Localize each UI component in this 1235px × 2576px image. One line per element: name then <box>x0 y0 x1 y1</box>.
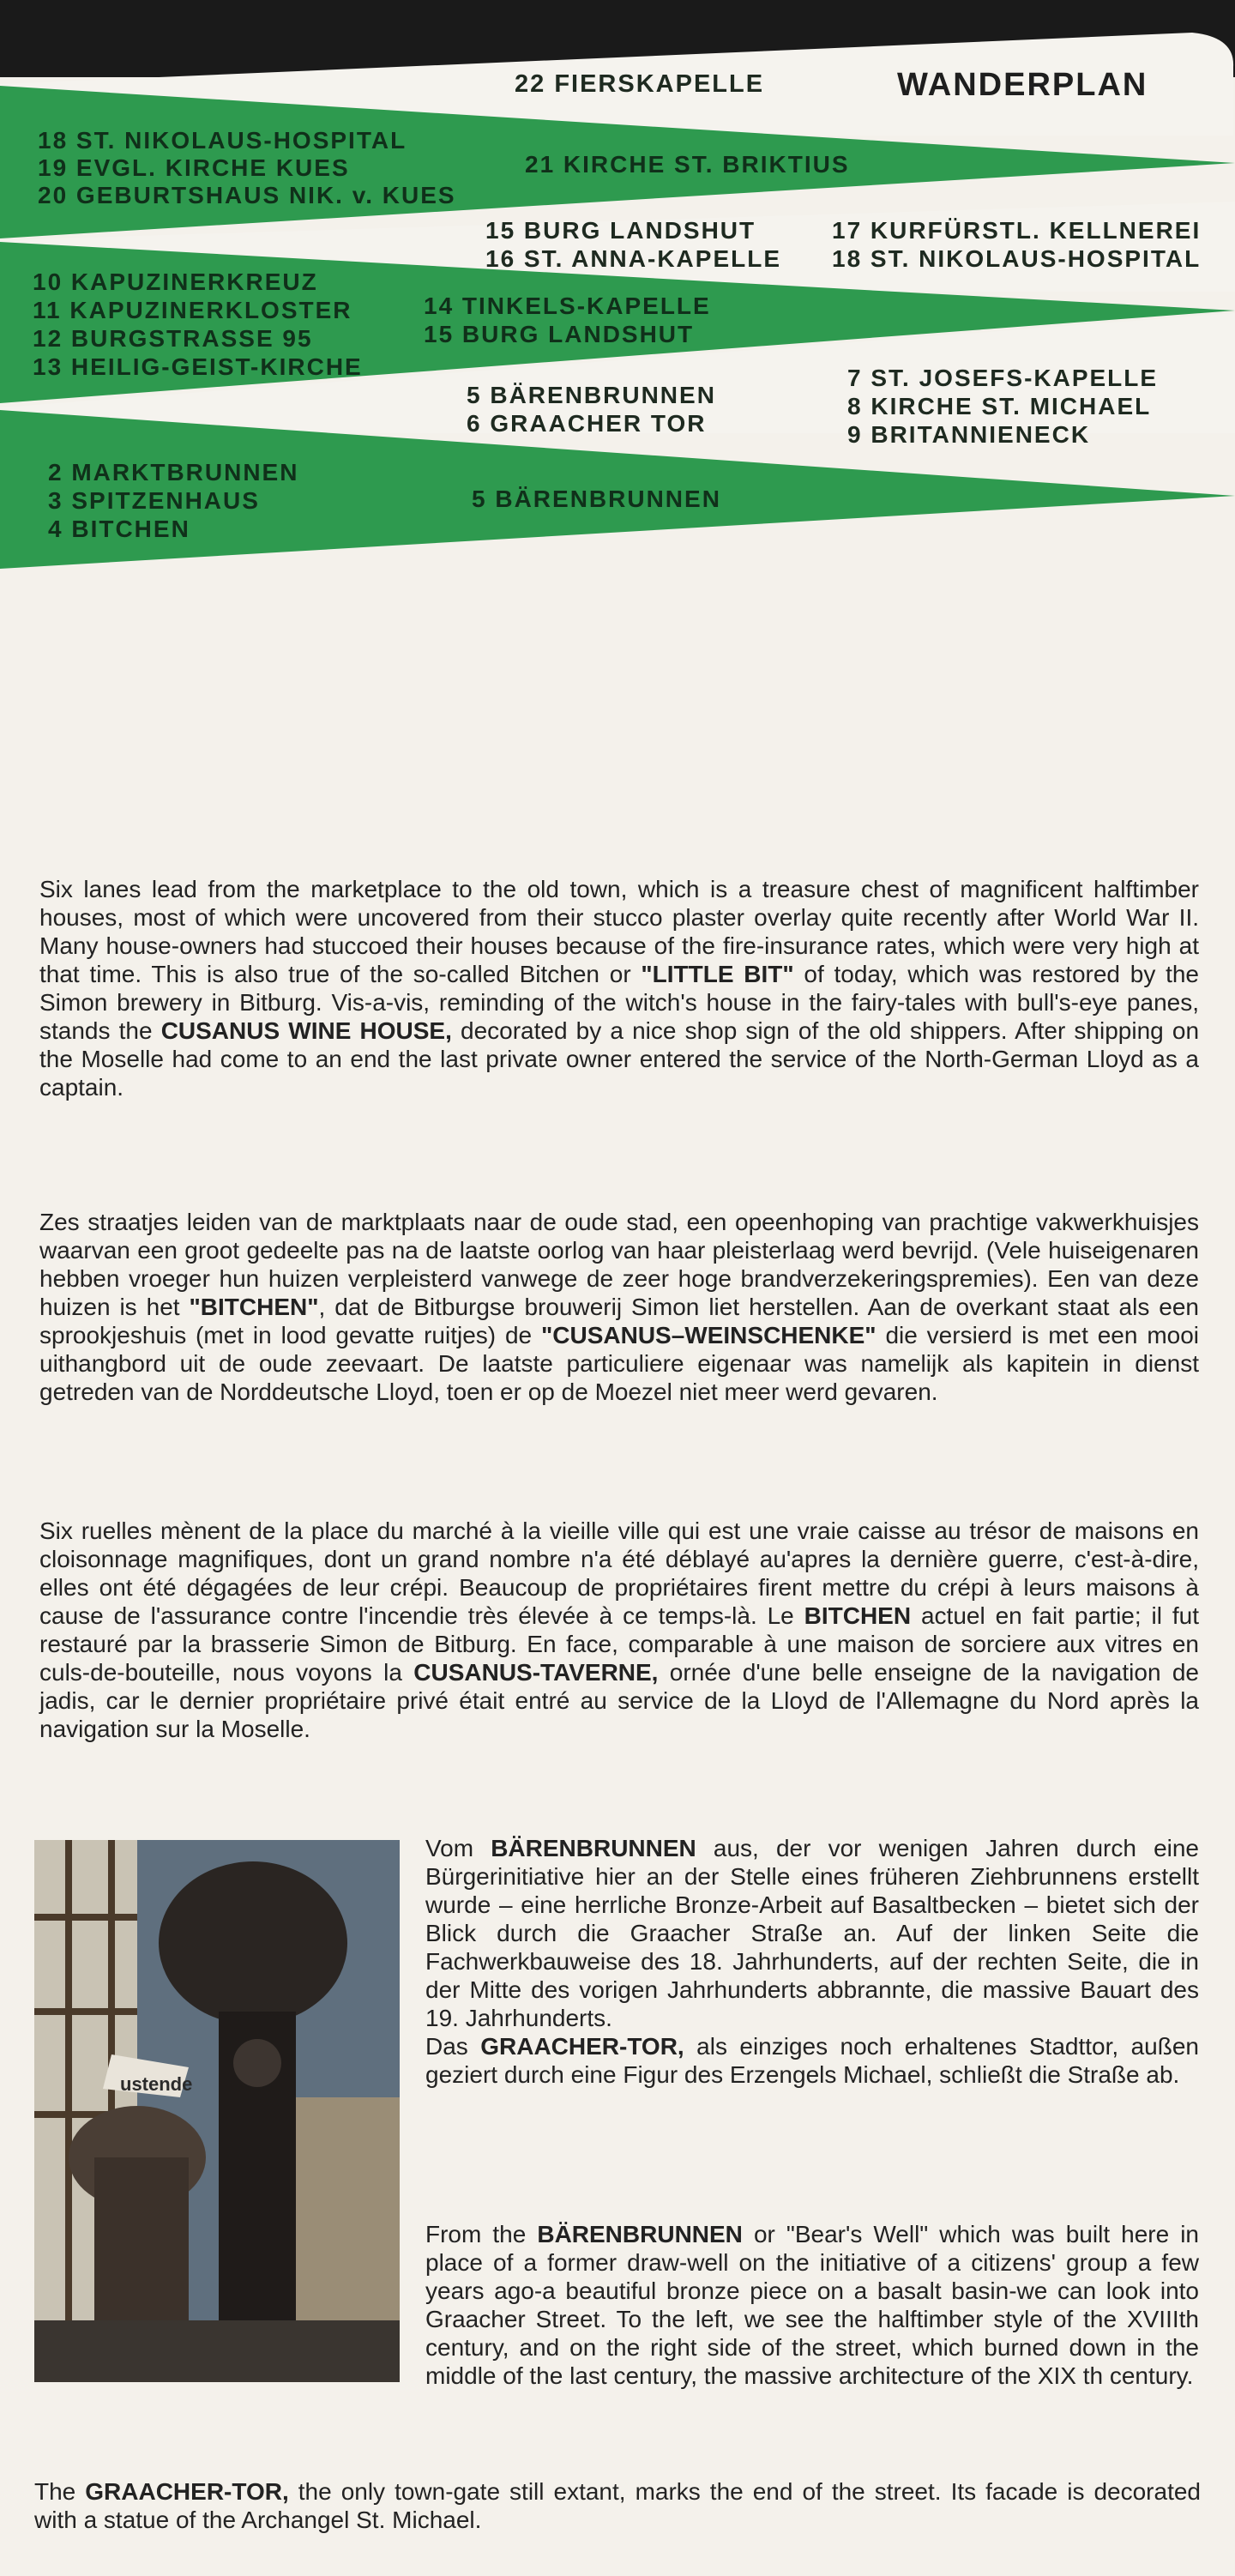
text-run: From the <box>425 2221 538 2247</box>
text-run: Six ruelles mènent de la place du marché à la vieille ville qui est une vraie caisse au trésor de maisons en cloisonnage magnifiques, dont un grand nombre n'a été déblayé au'apres la dernière guerre, c'est-à-dire, elles ont été dégagées de leur crépi. Beaucoup de propriétaires firent mettre du crépi à leurs maisons à cause de l'assurance contre l'incendie très élevée à ce temps-là. Le <box>39 1517 1199 1629</box>
text-run: Vom <box>425 1835 491 1861</box>
tab-item: 15 BURG LANDSHUT <box>424 321 695 347</box>
tab4-left-list <box>48 458 298 543</box>
tab-item: 14 TINKELS-KAPELLE <box>424 293 711 319</box>
bold-text: BÄRENBRUNNEN <box>537 2221 743 2247</box>
tab-item: 10 KAPUZINERKREUZ <box>33 268 318 295</box>
tab-item: 3 SPITZENHAUS <box>48 487 260 514</box>
paragraph-english-2 <box>425 2220 1199 2390</box>
tab-item: 15 BURG LANDSHUT <box>485 217 756 244</box>
paragraph-dutch <box>39 1208 1199 1406</box>
tab-label-fierskapelle: 22 FIERSKAPELLE <box>515 70 765 98</box>
bold-text: "LITTLE BIT" <box>641 961 794 987</box>
paragraph-english-3 <box>34 2477 1201 2534</box>
tab-item: 18 ST. NIKOLAUS-HOSPITAL <box>38 127 407 154</box>
bold-text: CUSANUS-TAVERNE, <box>413 1659 659 1686</box>
text-run: Das <box>425 2033 481 2060</box>
paragraph-german <box>425 1834 1199 2089</box>
text-run: The <box>34 2478 86 2505</box>
bold-text: BITCHEN <box>804 1602 912 1629</box>
tab-item: 5 BÄRENBRUNNEN <box>472 486 721 512</box>
bold-text: CUSANUS WINE HOUSE, <box>160 1017 452 1044</box>
bold-text: BÄRENBRUNNEN <box>491 1835 696 1861</box>
tab-item: 7 ST. JOSEFS-KAPELLE <box>847 365 1159 391</box>
tab-item: 16 ST. ANNA-KAPELLE <box>485 245 782 272</box>
text-run: aus, der vor wenigen Jahren durch eine Bürgerinitiative hier an der Stelle eines früheren Ziehbrunnens erstellt wurde – eine herrliche Bronze-Arbeit auf Basaltbecken – bietet sich der Blick durch die Graacher Straße an. Auf der linken Seite die Fachwerkbauweise des 18. Jahrhunderts, auf der rechten Seite, die in der Mitte des vorigen Jahrhunderts abbrannte, die massive Bauart des 19. Jahrhunderts. <box>425 1835 1199 2031</box>
text-run: als einziges noch erhaltenes Stadttor, außen geziert durch eine Figur des Erzengels Michael, schließt die Straße ab. <box>425 2033 1199 2088</box>
text-run: Six lanes lead from the marketplace to the old town, which is a treasure chest of magnificent halftimber houses, most of which were uncovered from their stucco plaster overlay quite recently after World War II. Many house-owners had stuccoed their houses because of the fire-insurance rates, which were very high at that time. This is also true of the so-called Bitchen or <box>39 876 1199 987</box>
tab-item: 20 GEBURTSHAUS NIK. v. KUES <box>38 182 456 208</box>
bold-text: GRAACHER-TOR, <box>480 2033 684 2060</box>
tab-item: 9 BRITANNIENECK <box>847 421 1091 448</box>
tab-item: 19 EVGL. KIRCHE KUES <box>38 154 350 181</box>
text-run: of today, which was restored by the Simon brewery in Bitburg. Vis-a-vis, reminding of the witch's house in the fairy-tales with bull's-eye panes, stands the <box>39 961 1199 1044</box>
text-run: the only town-gate still extant, marks the end of the street. Its facade is decorated with a statue of the Archangel St. Michael. <box>34 2478 1201 2533</box>
tab-item: 13 HEILIG-GEIST-KIRCHE <box>33 353 363 380</box>
tab-item: 2 MARKTBRUNNEN <box>48 459 299 486</box>
tab-item: 17 KURFÜRSTL. KELLNEREI <box>832 217 1202 244</box>
text-run: or "Bear's Well" which was built here in place of a former draw-well on the initiative of a citizens' group a few years ago-a beautiful bronze piece on a basalt basin-we can look into Graacher Street. To the left, we see the halftimber style of the XVIIIth century, and on the right side of the street, which burned down in the middle of the last century, the massive architecture of the XIX th century. <box>425 2221 1200 2389</box>
tab-item: 5 BÄRENBRUNNEN <box>467 382 716 408</box>
tab-item: 18 ST. NIKOLAUS-HOSPITAL <box>832 245 1202 272</box>
text-run: Zes straatjes leiden van de marktplaats naar de oude stad, een opeenhoping van prachtige vakwerkhuisjes waarvan een groot gedeelte pas na de laatste oorlog van haar pleisterlaag werd bevrijd. (Vele huiseigenaren hebben vroeger hun huizen verpleisterd vanwege de zeer hoge brandverzekeringspremies). Een van deze huizen is het <box>39 1209 1199 1320</box>
bold-text: GRAACHER-TOR, <box>85 2478 289 2505</box>
photo-sign-text: ustende <box>120 2073 193 2095</box>
bold-text: "CUSANUS–WEINSCHENKE" <box>540 1322 877 1348</box>
tab-item: 6 GRAACHER TOR <box>467 410 707 437</box>
text-run: , dat de Bitburgse brouwerij Simon liet herstellen. Aan de overkant staat als een sprookjeshuis (met in lood gevatte ruitjes) de <box>39 1294 1199 1348</box>
tab-item: 11 KAPUZINERKLOSTER <box>33 297 352 323</box>
brochure-title: WANDERPLAN <box>897 67 1148 103</box>
paragraph-english-1 <box>39 875 1199 1101</box>
tab-item: 12 BURGSTRASSE 95 <box>33 325 313 352</box>
text-run: die versierd is met een mooi uithangbord uit de oude zeevaart. De laatste particuliere eigenaar was namelijk als kapitein in dienst getreden van de Norddeutsche Lloyd, toen er op de Moezel niet meer werd gevaren. <box>39 1322 1200 1405</box>
tab-item: 4 BITCHEN <box>48 516 190 542</box>
bear-fountain-photo <box>34 1840 400 2382</box>
bold-text: "BITCHEN" <box>189 1294 319 1320</box>
text-run: ornée d'une belle enseigne de la navigation de jadis, car le dernier propriétaire privé était entré au service de la Lloyd de l'Allemagne du Nord après la navigation sur la Moselle. <box>39 1659 1199 1742</box>
text-run: actuel en fait partie; il fut restauré par la brasserie Simon de Bitburg. En face, comparable à une maison de sorciere aux vitres en culs-de-bouteille, nous voyons la <box>39 1602 1199 1686</box>
paragraph-french <box>39 1517 1199 1743</box>
tab-item: 21 KIRCHE ST. BRIKTIUS <box>525 151 850 178</box>
text-run: decorated by a nice shop sign of the old shippers. After shipping on the Moselle had come to an end the last private owner entered the service of the North-German Lloyd as a captain. <box>39 1017 1200 1101</box>
tab-item: 8 KIRCHE ST. MICHAEL <box>847 393 1152 419</box>
